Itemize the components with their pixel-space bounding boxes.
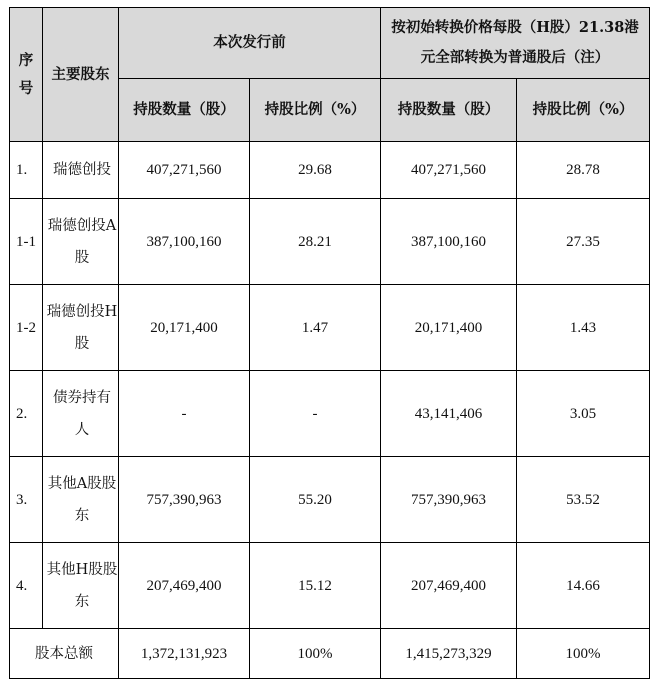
row-qty-before: 407,271,560 — [119, 142, 250, 199]
row-qty-before: 757,390,963 — [119, 457, 250, 543]
table-row — [10, 142, 650, 199]
row-ratio-before: 28.21 — [250, 199, 381, 285]
header-holder: 主要股东 — [43, 8, 119, 142]
row-ratio-before: 15.12 — [250, 543, 381, 629]
row-no: 3. — [10, 457, 43, 543]
row-ratio-before: 55.20 — [250, 457, 381, 543]
row-ratio-after: 53.52 — [517, 457, 650, 543]
header-no: 序号 — [10, 8, 43, 142]
row-holder: 瑞德创投 — [43, 142, 119, 199]
table-row — [10, 285, 650, 371]
row-ratio-after: 28.78 — [517, 142, 650, 199]
row-no: 4. — [10, 543, 43, 629]
row-qty-after: 407,271,560 — [381, 142, 517, 199]
header-ratio-before: 持股比例（%） — [250, 79, 381, 142]
table-row — [10, 199, 650, 285]
row-ratio-after: 27.35 — [517, 199, 650, 285]
row-ratio-after: 3.05 — [517, 371, 650, 457]
row-qty-after: 207,469,400 — [381, 543, 517, 629]
table-row — [10, 543, 650, 629]
header-qty-after: 持股数量（股） — [381, 79, 517, 142]
header-before: 本次发行前 — [119, 8, 381, 79]
header-row-1 — [10, 8, 650, 79]
row-ratio-before: 1.47 — [250, 285, 381, 371]
total-ratio-before: 100% — [250, 629, 381, 679]
table-row — [10, 371, 650, 457]
shareholding-table — [9, 7, 650, 679]
row-holder: 其他H股股东 — [43, 543, 119, 629]
row-qty-after: 757,390,963 — [381, 457, 517, 543]
total-ratio-after: 100% — [517, 629, 650, 679]
row-holder: 债券持有人 — [43, 371, 119, 457]
row-qty-after: 387,100,160 — [381, 199, 517, 285]
row-no: 2. — [10, 371, 43, 457]
row-no: 1. — [10, 142, 43, 199]
row-no: 1-1 — [10, 199, 43, 285]
row-qty-before: 387,100,160 — [119, 199, 250, 285]
table-row — [10, 457, 650, 543]
row-qty-after: 43,141,406 — [381, 371, 517, 457]
total-row — [10, 629, 650, 679]
row-ratio-after: 1.43 — [517, 285, 650, 371]
total-label: 股本总额 — [10, 629, 119, 679]
row-holder: 瑞德创投A股 — [43, 199, 119, 285]
row-qty-before: 207,469,400 — [119, 543, 250, 629]
header-ratio-after: 持股比例（%） — [517, 79, 650, 142]
header-qty-before: 持股数量（股） — [119, 79, 250, 142]
total-qty-before: 1,372,131,923 — [119, 629, 250, 679]
row-qty-before: - — [119, 371, 250, 457]
total-qty-after: 1,415,273,329 — [381, 629, 517, 679]
row-ratio-before: 29.68 — [250, 142, 381, 199]
header-after: 按初始转换价格每股（H股）21.38港元全部转换为普通股后（注） — [381, 8, 650, 79]
row-no: 1-2 — [10, 285, 43, 371]
row-qty-before: 20,171,400 — [119, 285, 250, 371]
row-qty-after: 20,171,400 — [381, 285, 517, 371]
row-ratio-after: 14.66 — [517, 543, 650, 629]
row-ratio-before: - — [250, 371, 381, 457]
row-holder: 瑞德创投H股 — [43, 285, 119, 371]
row-holder: 其他A股股东 — [43, 457, 119, 543]
